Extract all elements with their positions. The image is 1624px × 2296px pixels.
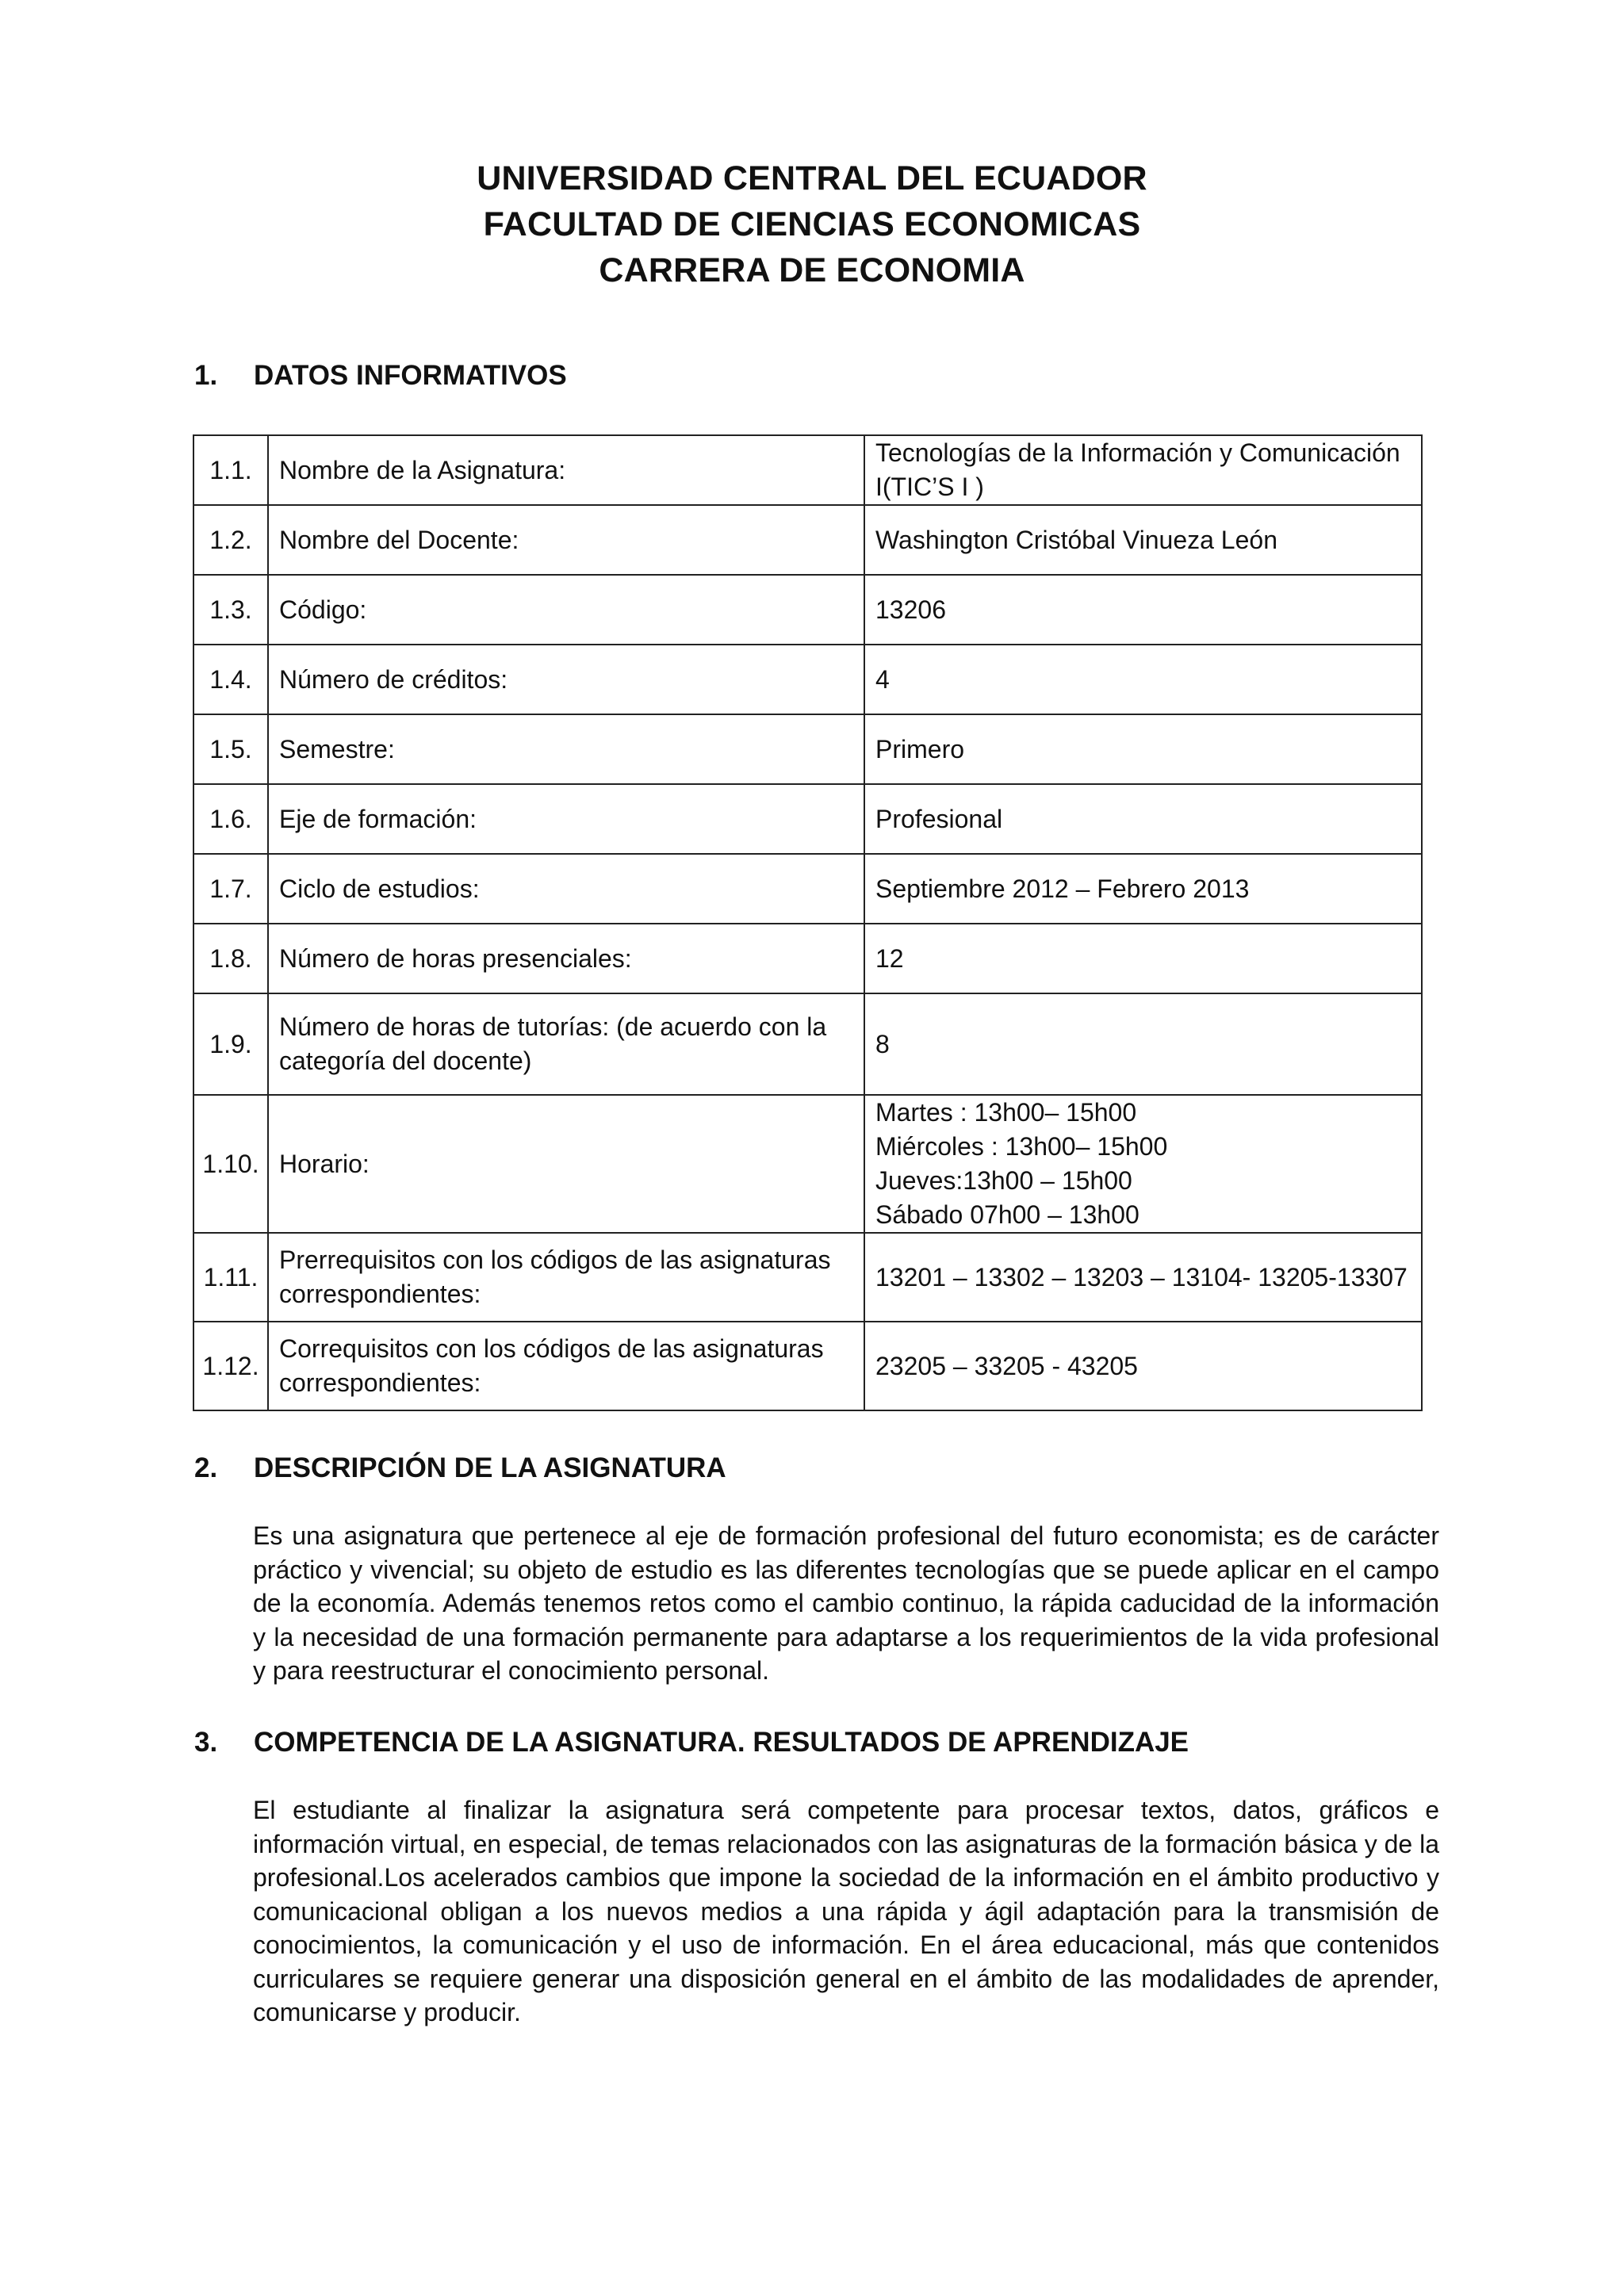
- table-row: [193, 505, 1422, 575]
- row-number: 1.12.: [193, 1322, 268, 1410]
- row-value: Septiembre 2012 – Febrero 2013: [864, 854, 1422, 924]
- value-line: I(TIC’S I ): [875, 473, 984, 501]
- table-row: [193, 1322, 1422, 1410]
- row-value: 12: [864, 924, 1422, 993]
- row-number: 1.5.: [193, 714, 268, 784]
- description-paragraph: Es una asignatura que pertenece al eje de formación profesional del futuro economista; es de carácter práctico y vivencial; su objeto de estudio es las diferentes tecnologías que se puede aplicar en el campo de la economía. Además tenemos retos como el cambio continuo, la rápida caducidad de la información y la necesidad de una formación permanente para adaptarse a los requerimientos de la vida profesional y para reestructurar el conocimiento personal.: [253, 1521, 1439, 1685]
- row-number: 1.9.: [193, 993, 268, 1095]
- row-value: Primero: [864, 714, 1422, 784]
- value-line: Sábado 07h00 – 13h00: [875, 1200, 1139, 1229]
- row-label: Eje de formación:: [268, 784, 864, 854]
- row-value: [864, 435, 1422, 505]
- section-title-text: DESCRIPCIÓN DE LA ASIGNATURA: [254, 1452, 726, 1483]
- row-value: 23205 – 33205 - 43205: [864, 1322, 1422, 1410]
- datos-informativos-table: [193, 434, 1423, 1411]
- value-line: Jueves:13h00 – 15h00: [875, 1166, 1132, 1195]
- section-number: 3.: [194, 1727, 218, 1758]
- row-value: 8: [864, 993, 1422, 1095]
- row-label: Horario:: [268, 1095, 864, 1233]
- section-number: 1.: [194, 360, 218, 391]
- row-label: Correquisitos con los códigos de las asignaturas correspondientes:: [268, 1322, 864, 1410]
- row-label: Nombre de la Asignatura:: [268, 435, 864, 505]
- row-value: [864, 1095, 1422, 1233]
- row-value: 4: [864, 645, 1422, 714]
- row-number: 1.3.: [193, 575, 268, 645]
- row-label: Número de horas presenciales:: [268, 924, 864, 993]
- row-label: Prerrequisitos con los códigos de las asignaturas correspondientes:: [268, 1233, 864, 1322]
- section-heading-descripcion: [194, 1451, 726, 1486]
- row-value: 13206: [864, 575, 1422, 645]
- competence-paragraph: El estudiante al finalizar la asignatura será competente para procesar textos, datos, gráficos e información virtual, en especial, de temas relacionados con las asignaturas de la formación básica y de la profesional.Los acelerados cambios que impone la sociedad de la información en el ámbito productivo y comunicacional obligan a los nuevos medios a una rápida y ágil adaptación para la transmisión de conocimientos, la comunicación y el uso de información. En el área educacional, más que contenidos curriculares se requiere generar una disposición general en el ámbito de las modalidades de aprender, comunicarse y producir.: [253, 1796, 1439, 2026]
- section-title-text: COMPETENCIA DE LA ASIGNATURA. RESULTADOS DE APRENDIZAJE: [254, 1727, 1189, 1758]
- document-header: [0, 155, 1624, 293]
- table-row: [193, 1095, 1422, 1233]
- row-label: Número de créditos:: [268, 645, 864, 714]
- table-row: [193, 854, 1422, 924]
- section-heading-datos: [194, 358, 567, 393]
- row-label: Nombre del Docente:: [268, 505, 864, 575]
- row-value: 13201 – 13302 – 13203 – 13104- 13205-13307: [864, 1233, 1422, 1322]
- row-value: Profesional: [864, 784, 1422, 854]
- table-row: [193, 993, 1422, 1095]
- table-row: [193, 784, 1422, 854]
- row-label: Ciclo de estudios:: [268, 854, 864, 924]
- row-number: 1.10.: [193, 1095, 268, 1233]
- value-line: Miércoles : 13h00– 15h00: [875, 1132, 1168, 1161]
- table-row: [193, 1233, 1422, 1322]
- faculty-name: FACULTAD DE CIENCIAS ECONOMICAS: [483, 205, 1141, 243]
- row-label: Número de horas de tutorías: (de acuerdo con la categoría del docente): [268, 993, 864, 1095]
- row-number: 1.7.: [193, 854, 268, 924]
- value-line: Martes : 13h00– 15h00: [875, 1098, 1137, 1127]
- row-number: 1.4.: [193, 645, 268, 714]
- row-number: 1.1.: [193, 435, 268, 505]
- row-value: Washington Cristóbal Vinueza León: [864, 505, 1422, 575]
- section-number: 2.: [194, 1452, 218, 1483]
- table-row: [193, 645, 1422, 714]
- career-name: CARRERA DE ECONOMIA: [599, 251, 1025, 289]
- row-number: 1.6.: [193, 784, 268, 854]
- row-label: Semestre:: [268, 714, 864, 784]
- table-row: [193, 435, 1422, 505]
- university-name: UNIVERSIDAD CENTRAL DEL ECUADOR: [477, 159, 1147, 197]
- table-row: [193, 924, 1422, 993]
- table-row: [193, 575, 1422, 645]
- value-line: Tecnologías de la Información y Comunicación: [875, 438, 1400, 467]
- section-title-text: DATOS INFORMATIVOS: [254, 360, 567, 391]
- row-number: 1.2.: [193, 505, 268, 575]
- row-number: 1.11.: [193, 1233, 268, 1322]
- row-number: 1.8.: [193, 924, 268, 993]
- table-row: [193, 714, 1422, 784]
- row-label: Código:: [268, 575, 864, 645]
- section-heading-competencia: [194, 1725, 1189, 1760]
